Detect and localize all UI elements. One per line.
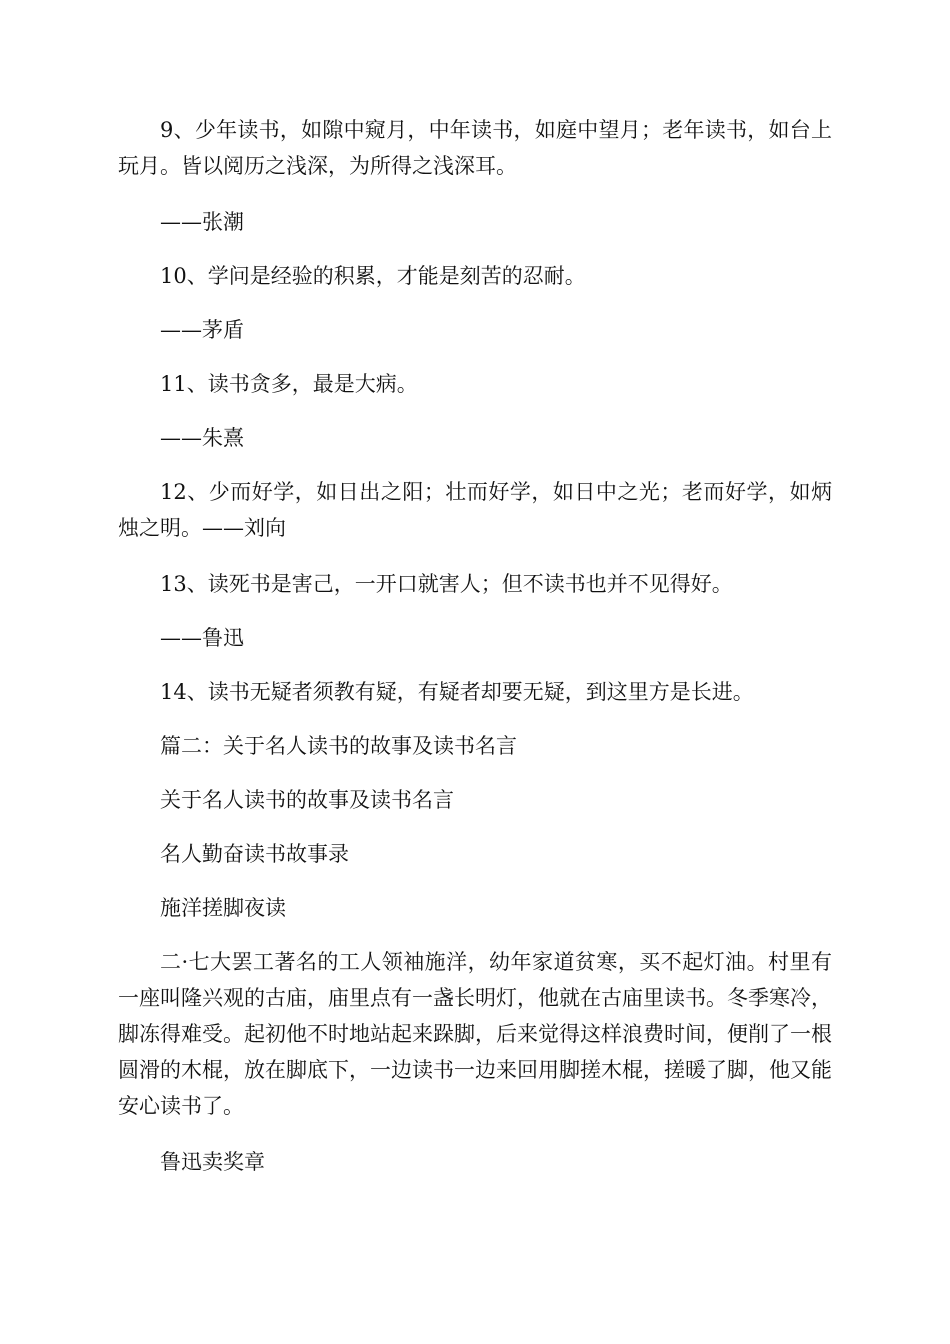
quote-13: 13、读死书是害己，一开口就害人；但不读书也并不见得好。 bbox=[160, 572, 733, 596]
article-title: 关于名人读书的故事及读书名言 bbox=[160, 788, 454, 812]
story-body: 二·七大罢工著名的工人领袖施洋，幼年家道贫寒，买不起灯油。村里有一座叫隆兴观的古庙，庙里点有一盏长明灯，他就在古庙里读书。冬季寒冷，脚冻得难受。起初他不时地站起来跺脚，后来觉得这样浪费时间，便削了一根圆滑的木棍，放在脚底下，一边读书一边来回用脚搓木棍，搓暖了脚，他又能安心读书了。 bbox=[118, 950, 832, 1118]
quote-9: 9、少年读书，如隙中窥月，中年读书，如庭中望月；老年读书，如台上玩月。皆以阅历之浅深，为所得之浅深耳。 bbox=[118, 118, 832, 178]
quote-12: 12、少而好学，如日出之阳；壮而好学，如日中之光；老而好学，如炳烛之明。——刘向 bbox=[118, 480, 832, 540]
story-title: 施洋搓脚夜读 bbox=[160, 896, 286, 920]
quote-11: 11、读书贪多，最是大病。 bbox=[160, 372, 418, 396]
quote-10: 10、学问是经验的积累，才能是刻苦的忍耐。 bbox=[160, 264, 586, 288]
quote-14: 14、读书无疑者须教有疑，有疑者却要无疑，到这里方是长进。 bbox=[160, 680, 754, 704]
subsection-title: 名人勤奋读书故事录 bbox=[160, 842, 349, 866]
quote-10-author: ——茅盾 bbox=[160, 318, 244, 342]
quote-11-author: ——朱熹 bbox=[160, 426, 244, 450]
section-heading: 篇二：关于名人读书的故事及读书名言 bbox=[160, 734, 517, 758]
quote-13-author: ——鲁迅 bbox=[160, 626, 244, 650]
quote-9-author: ——张潮 bbox=[160, 210, 244, 234]
story-title: 鲁迅卖奖章 bbox=[160, 1150, 265, 1174]
